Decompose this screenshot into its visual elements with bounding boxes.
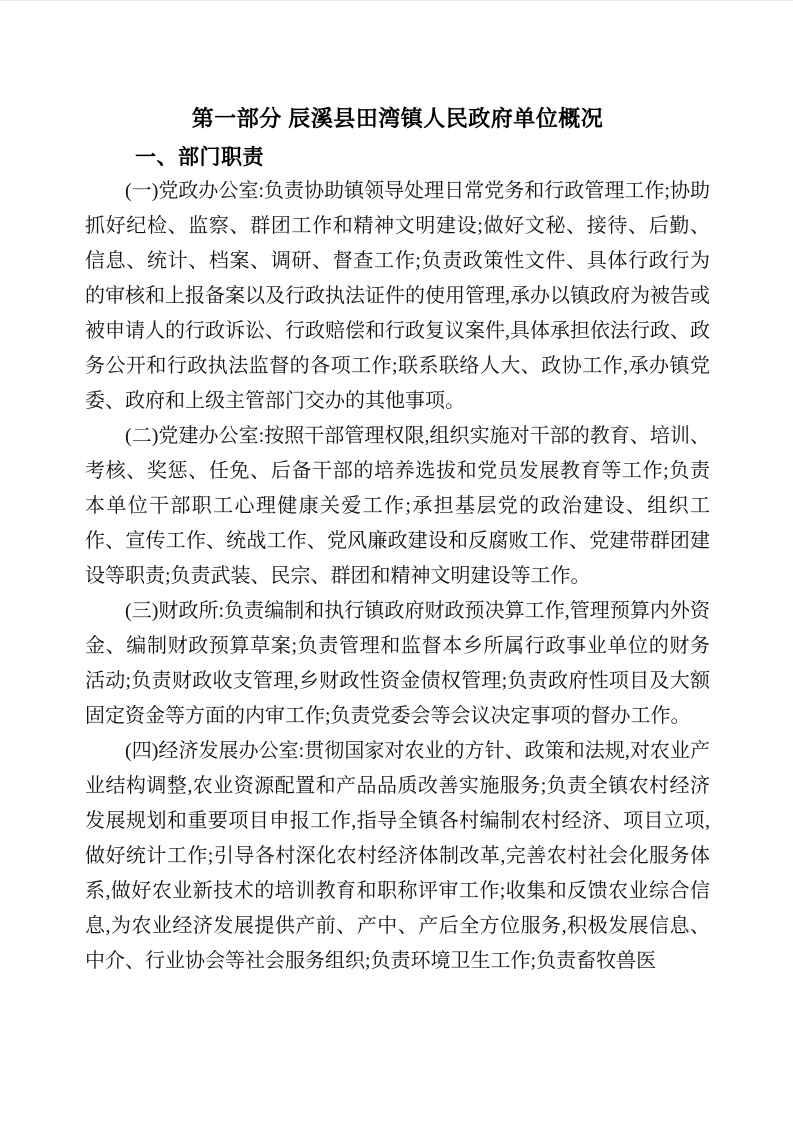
paragraph-finance-office: (三)财政所:负责编制和执行镇政府财政预决算工作,管理预算内外资金、编制财政预算草案;负责管理和监督本乡所属行政事业单位的财务活动;负责财政收支管理,乡财政性资金债权管理;负责政府性项目及大额固定资金等方面的内审工作;负责党委会等会议决定事项的督办工作。 xyxy=(85,600,710,727)
document-title: 第一部分 辰溪县田湾镇人民政府单位概况 xyxy=(191,106,604,131)
paragraph-economic-development-office: (四)经济发展办公室:贯彻国家对农业的方针、政策和法规,对农业产业结构调整,农业资源配置和产品品质改善实施服务;负责全镇农村经济发展规划和重要项目申报工作,指导全镇各村编制农村经济、项目立项,做好统计工作;引导各村深化农村经济体制改革,完善农村社会化服务体系,做好农业新技术的培训教育和职称评审工作;收集和反馈农业综合信息,为农业经济发展提供产前、产中、产后全方位服务,积极发展信息、中介、行业协会等社会服务组织;负责环境卫生工作;负责畜牧兽医 xyxy=(85,740,710,972)
paragraph-party-gov-office: (一)党政办公室:负责协助镇领导处理日常党务和行政管理工作;协助抓好纪检、监察、群团工作和精神文明建设;做好文秘、接待、后勤、信息、统计、档案、调研、督查工作;负责政策性文件、具体行政行为的审核和上报备案以及行政执法证件的使用管理,承办以镇政府为被告或被申请人的行政诉讼、行政赔偿和行政复议案件,具体承担依法行政、政务公开和行政执法监督的各项工作;联系联络人大、政协工作,承办镇党委、政府和上级主管部门交办的其他事项。 xyxy=(85,180,710,412)
document-content xyxy=(85,102,710,979)
paragraph-party-building-office: (二)党建办公室:按照干部管理权限,组织实施对干部的教育、培训、考核、奖惩、任免、后备干部的培养选拔和党员发展教育等工作;负责本单位干部职工心理健康关爱工作;承担基层党的政治建设、组织工作、宣传工作、统战工作、党风廉政建设和反腐败工作、党建带群团建设等职责;负责武装、民宗、群团和精神文明建设等工作。 xyxy=(85,425,710,587)
section-heading-department-duties: 一、部门职责 xyxy=(135,146,264,169)
document-body xyxy=(85,174,710,979)
